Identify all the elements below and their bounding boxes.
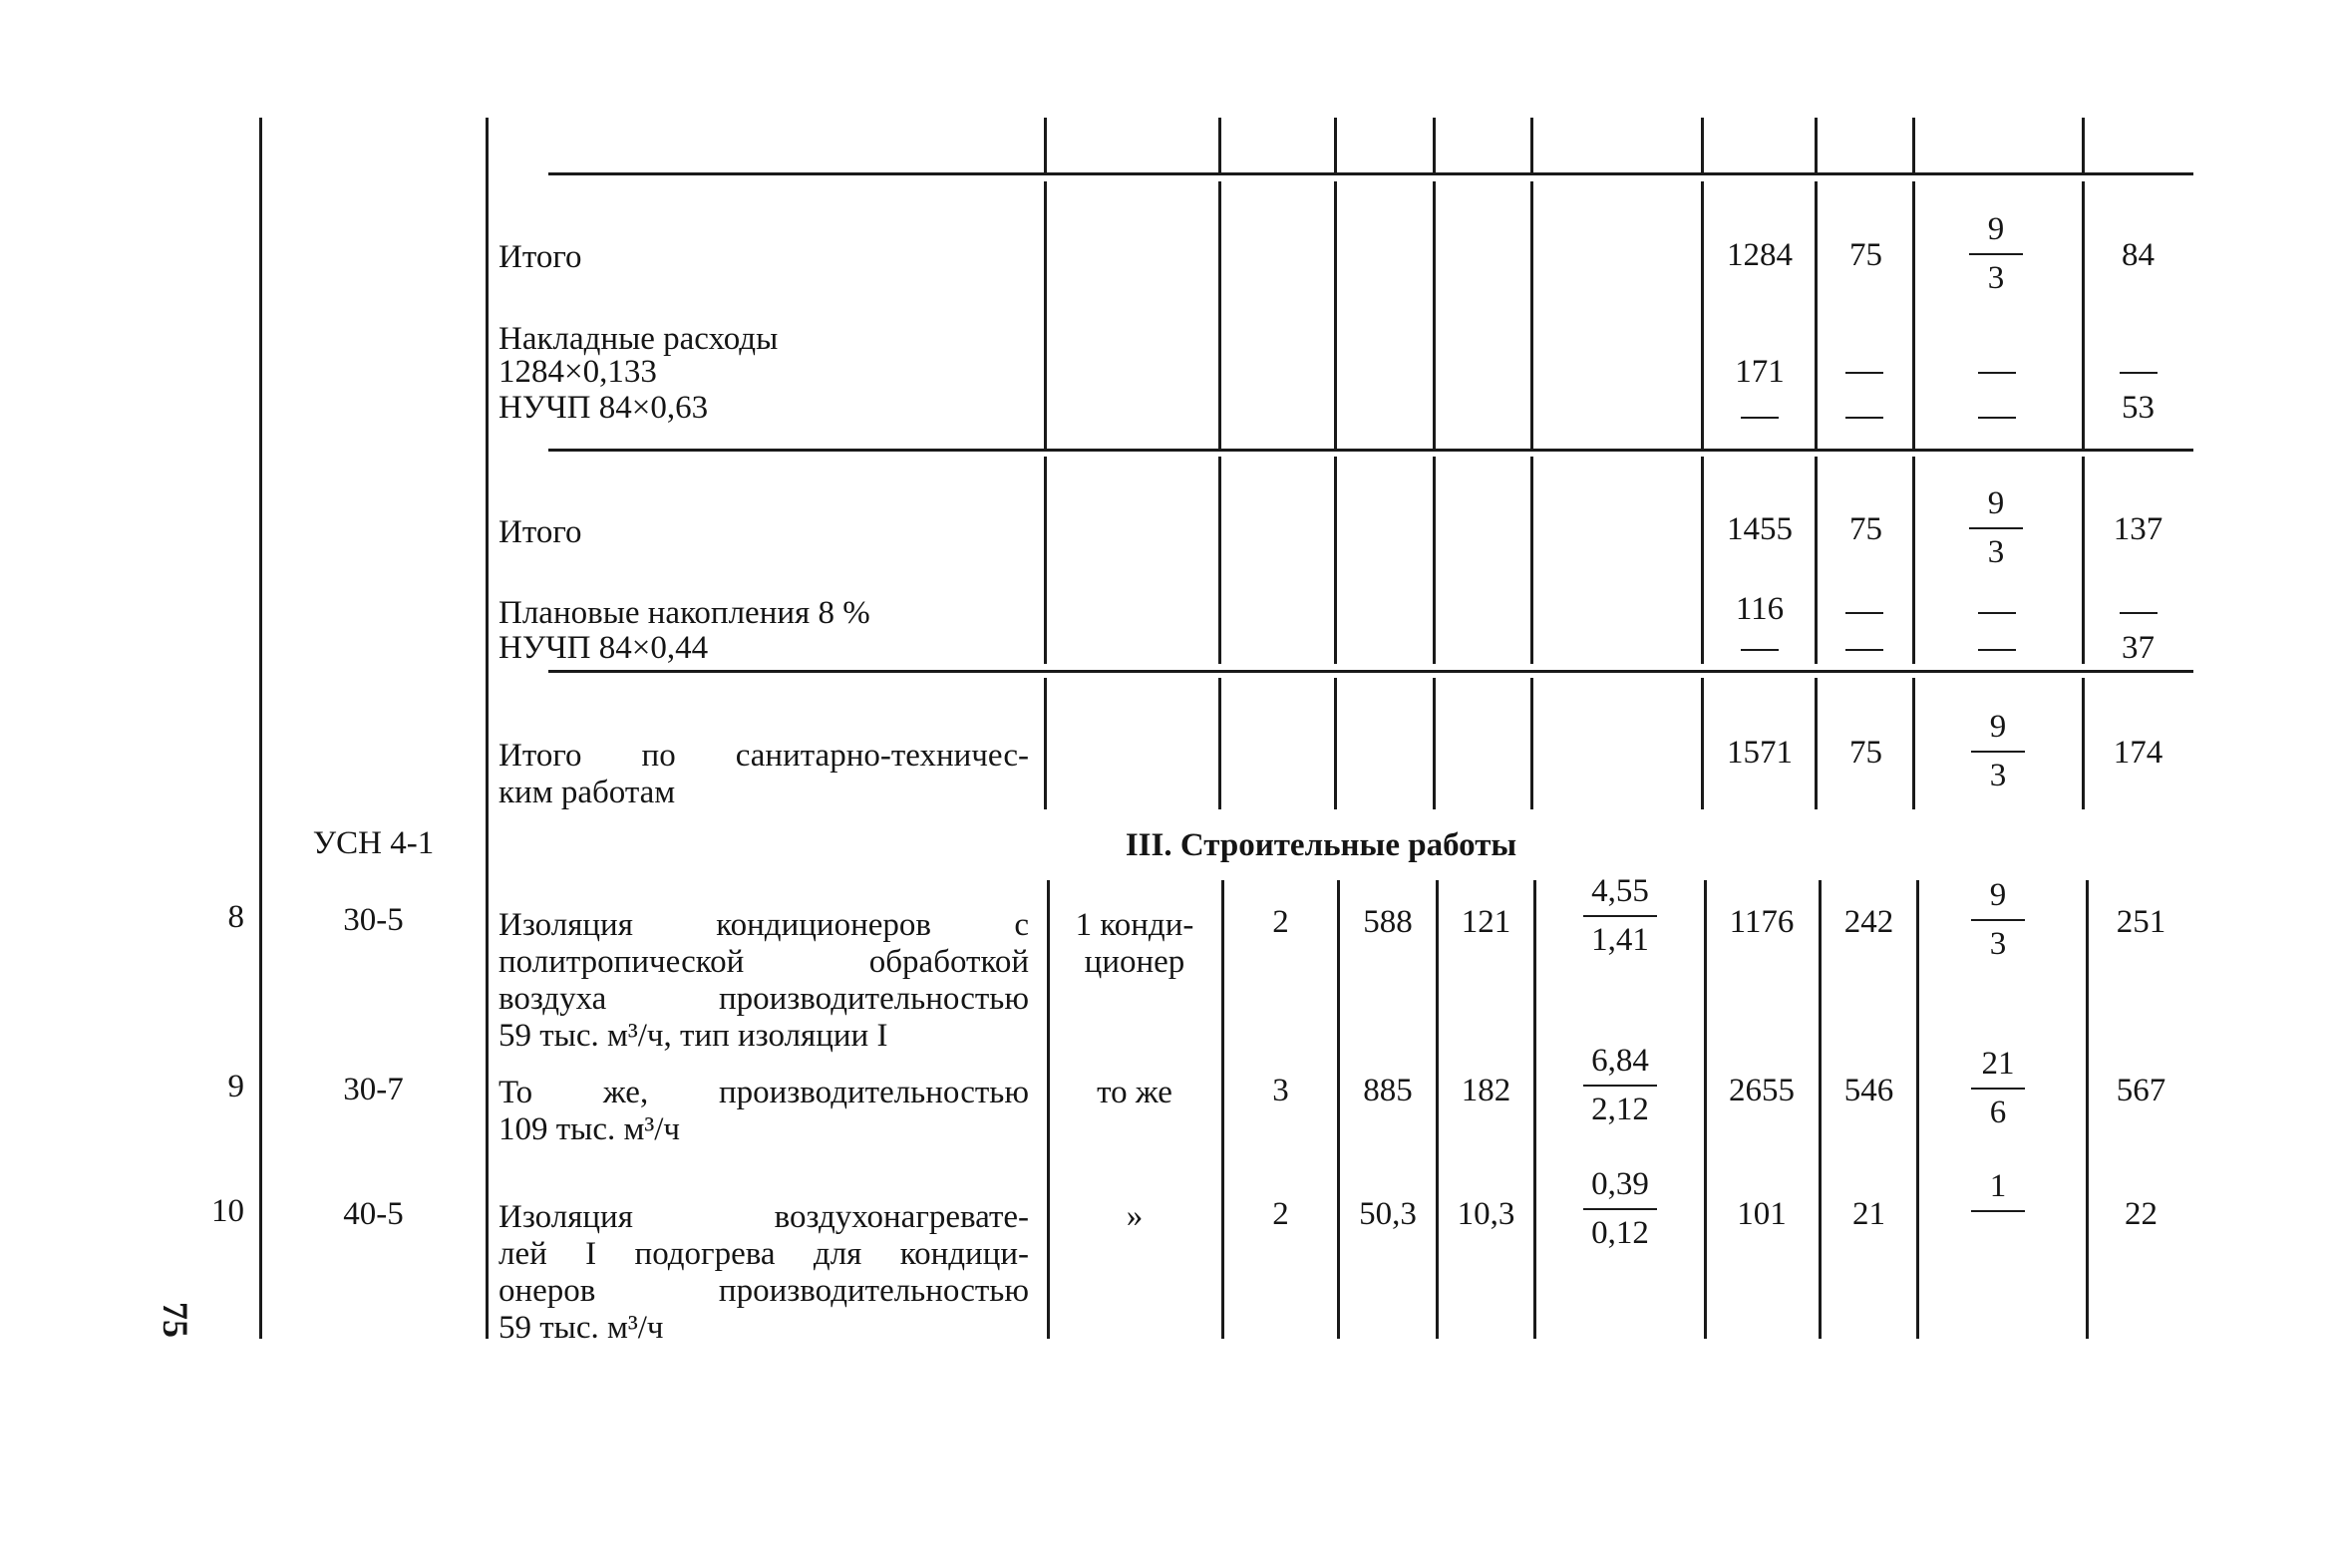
overhead-line: Накладные расходы: [499, 321, 779, 357]
rule-col-ratio: [1530, 181, 1533, 449]
rule-col-ratio: [1530, 457, 1533, 664]
fraction-bar: [1971, 751, 2025, 753]
grand-total-label: [499, 738, 1029, 811]
rule-col-twage: [1815, 118, 1818, 172]
fraction-bar: [1969, 253, 2023, 255]
row-description: [499, 1075, 1029, 1148]
rule-col-twage: [1815, 181, 1818, 449]
rule-col-wage: [1433, 457, 1436, 664]
total-wage-value: 75: [1849, 735, 1882, 771]
last-value: 84: [2122, 237, 2155, 273]
row-last: 251: [2116, 904, 2166, 940]
fraction-bar: [1583, 1085, 1657, 1087]
empty-dash: [1741, 417, 1779, 419]
total-label: Итого: [499, 514, 582, 550]
row-code: 40-5: [343, 1196, 404, 1232]
fraction-denominator: 3: [1987, 260, 2005, 296]
total-value: 1284: [1727, 237, 1793, 273]
fraction-bar: [1971, 1210, 2025, 1212]
rule-col-unit: [1044, 181, 1047, 449]
grand-total-label-line: Итого по санитарно-техничес-: [499, 738, 1029, 774]
rule-col-twage: [1815, 457, 1818, 664]
fraction-denominator: 2,12: [1591, 1092, 1649, 1127]
row-total-wage: 21: [1852, 1196, 1885, 1232]
machine-fraction: [1963, 1046, 2033, 1131]
fraction-denominator: [1963, 1217, 2033, 1254]
row-number: 10: [211, 1193, 244, 1229]
fraction-bar: [1971, 919, 2025, 921]
fraction-denominator: 3: [1987, 534, 2005, 570]
row-unit: [1049, 1198, 1220, 1235]
rule-col-last: [2082, 181, 2085, 449]
rule-col-price: [1334, 118, 1337, 172]
row-description: [499, 1199, 1029, 1347]
description-line: лей I подогрева для кондици-: [499, 1236, 1029, 1272]
unit-line: 1 конди-: [1075, 907, 1194, 943]
rule-top: [548, 172, 2193, 175]
description-line: онеров производительностью: [499, 1273, 1029, 1309]
empty-dash: [1978, 417, 2016, 419]
rule-col-total: [1701, 457, 1704, 664]
empty-dash: [1845, 612, 1883, 614]
empty-dash: [1845, 372, 1883, 374]
rule-col-unit: [1044, 678, 1047, 809]
row-code: 30-7: [343, 1072, 404, 1107]
rule-col-mach: [1912, 181, 1915, 449]
row-unit: [1049, 907, 1220, 981]
rule-col-twage: [1819, 880, 1822, 1339]
rule-col-ratio: [1530, 678, 1533, 809]
rule-col-qty: [1218, 181, 1221, 449]
fraction-bar: [1583, 1208, 1657, 1210]
row-description: [499, 907, 1029, 1055]
rule-col-wage: [1433, 678, 1436, 809]
rule-col-price: [1337, 880, 1340, 1339]
row-total: 1176: [1729, 904, 1795, 940]
row-code: 30-5: [343, 902, 404, 938]
rule-after-block1: [548, 449, 2193, 452]
grand-total-label-line: ким работам: [499, 775, 676, 810]
ratio-fraction: [1575, 1043, 1665, 1128]
row-unit: [1049, 1075, 1220, 1111]
last-value: 174: [2113, 735, 2163, 771]
overhead-value: 171: [1735, 354, 1785, 390]
section-title: III. Строительные работы: [1125, 827, 1517, 863]
empty-dash: [1978, 649, 2016, 651]
row-total-wage: 546: [1843, 1073, 1894, 1108]
machine-fraction: [1963, 1168, 2033, 1254]
rule-after-block2: [548, 670, 2193, 673]
rule-col-last: [2082, 678, 2085, 809]
overhead-last-value: 53: [2122, 390, 2155, 426]
ratio-fraction: [1575, 1166, 1665, 1252]
rule-col-mach: [1912, 118, 1915, 172]
fraction-numerator: 9: [1989, 877, 2007, 913]
rule-col-last: [2086, 880, 2089, 1339]
description-line: политропической обработкой: [499, 944, 1029, 980]
fraction-denominator: 1,41: [1591, 922, 1649, 958]
rule-left-edge: [259, 118, 262, 1339]
rule-col-wage: [1436, 880, 1439, 1339]
fraction-numerator: 1: [1989, 1168, 2007, 1204]
row-total: 2655: [1729, 1073, 1795, 1108]
fraction-denominator: 0,12: [1591, 1215, 1649, 1251]
empty-dash: [1741, 649, 1779, 651]
row-wage: 182: [1461, 1073, 1511, 1108]
rule-col-price: [1334, 457, 1337, 664]
rule-col-unit: [1044, 118, 1047, 172]
fraction-denominator: 3: [1989, 926, 2007, 962]
row-number: 9: [227, 1069, 244, 1104]
fraction-denominator: 6: [1989, 1095, 2007, 1130]
rule-col-last: [2082, 118, 2085, 172]
unit-line: ционер: [1084, 944, 1185, 980]
overhead-line: 1284×0,133: [499, 354, 657, 390]
row-last: 22: [2125, 1196, 2158, 1232]
empty-dash: [1845, 649, 1883, 651]
rule-col-qty: [1221, 880, 1224, 1339]
row-price: 885: [1363, 1073, 1413, 1108]
fraction-denominator: 3: [1989, 758, 2007, 793]
row-price: 588: [1363, 904, 1413, 940]
rule-col-ratio: [1530, 118, 1533, 172]
savings-line: НУЧП 84×0,44: [499, 630, 709, 666]
rule-col-wage: [1433, 118, 1436, 172]
fraction-bar: [1583, 915, 1657, 917]
total-value: 1571: [1727, 735, 1793, 771]
rule-col-last: [2082, 457, 2085, 664]
rule-col-total: [1701, 118, 1704, 172]
empty-dash: [1845, 417, 1883, 419]
rule-col-total: [1701, 181, 1704, 449]
empty-dash: [2120, 372, 2158, 374]
overhead-line: НУЧП 84×0,63: [499, 390, 709, 426]
machine-fraction: [1961, 485, 2031, 571]
fraction-bar: [1969, 527, 2023, 529]
rule-col-wage: [1433, 181, 1436, 449]
fraction-numerator: 9: [1987, 485, 2005, 521]
rule-col-qty: [1218, 678, 1221, 809]
empty-dash: [2120, 612, 2158, 614]
machine-fraction: [1961, 211, 2031, 297]
description-line: Изоляция воздухонагревате-: [499, 1199, 1029, 1235]
fraction-numerator: 21: [1981, 1046, 2015, 1082]
fraction-numerator: 6,84: [1591, 1043, 1649, 1079]
description-line: То же, производительностью: [499, 1075, 1029, 1110]
savings-value: 116: [1735, 591, 1785, 627]
machine-fraction: [1963, 709, 2033, 794]
fraction-numerator: 9: [1987, 211, 2005, 247]
description-line: воздуха производительностью: [499, 981, 1029, 1017]
rule-col-qty: [1218, 118, 1221, 172]
row-price: 50,3: [1359, 1196, 1417, 1232]
description-line: Изоляция кондиционеров с: [499, 907, 1029, 943]
rule-col-price: [1334, 678, 1337, 809]
row-wage: 121: [1461, 904, 1511, 940]
ratio-fraction: [1575, 873, 1665, 959]
total-wage-value: 75: [1849, 237, 1882, 273]
total-label: Итого: [499, 239, 582, 275]
section-code: УСН 4-1: [312, 825, 435, 861]
rule-col-unit: [1044, 457, 1047, 664]
rule-col-total: [1701, 678, 1704, 809]
description-line: 109 тыс. м³/ч: [499, 1111, 681, 1147]
row-last: 567: [2116, 1073, 2166, 1108]
last-value: 137: [2113, 511, 2163, 547]
rule-col-mach: [1916, 880, 1919, 1339]
rule-col-qty: [1218, 457, 1221, 664]
machine-fraction: [1963, 877, 2033, 963]
empty-dash: [1978, 372, 2016, 374]
unit-line: то же: [1097, 1075, 1172, 1110]
row-number: 8: [227, 899, 244, 935]
page-number: 75: [156, 1302, 195, 1338]
row-quantity: 3: [1272, 1073, 1289, 1108]
unit-line: »: [1126, 1198, 1144, 1234]
description-line: 59 тыс. м³/ч: [499, 1310, 664, 1346]
total-wage-value: 75: [1849, 511, 1882, 547]
row-quantity: 2: [1272, 904, 1289, 940]
fraction-numerator: 4,55: [1591, 873, 1649, 909]
rule-col-ratio: [1533, 880, 1536, 1339]
fraction-bar: [1971, 1088, 2025, 1090]
rule-after-code: [486, 118, 489, 1339]
row-total: 101: [1737, 1196, 1787, 1232]
row-wage: 10,3: [1457, 1196, 1515, 1232]
row-quantity: 2: [1272, 1196, 1289, 1232]
savings-last-value: 37: [2122, 630, 2155, 666]
description-line: 59 тыс. м³/ч, тип изоляции I: [499, 1018, 888, 1054]
fraction-numerator: 9: [1989, 709, 2007, 745]
rule-col-price: [1334, 181, 1337, 449]
rule-col-mach: [1912, 457, 1915, 664]
row-total-wage: 242: [1843, 904, 1894, 940]
rule-col-total: [1704, 880, 1707, 1339]
fraction-numerator: 0,39: [1591, 1166, 1649, 1202]
savings-line: Плановые накопления 8 %: [499, 595, 870, 631]
empty-dash: [1978, 612, 2016, 614]
total-value: 1455: [1727, 511, 1793, 547]
